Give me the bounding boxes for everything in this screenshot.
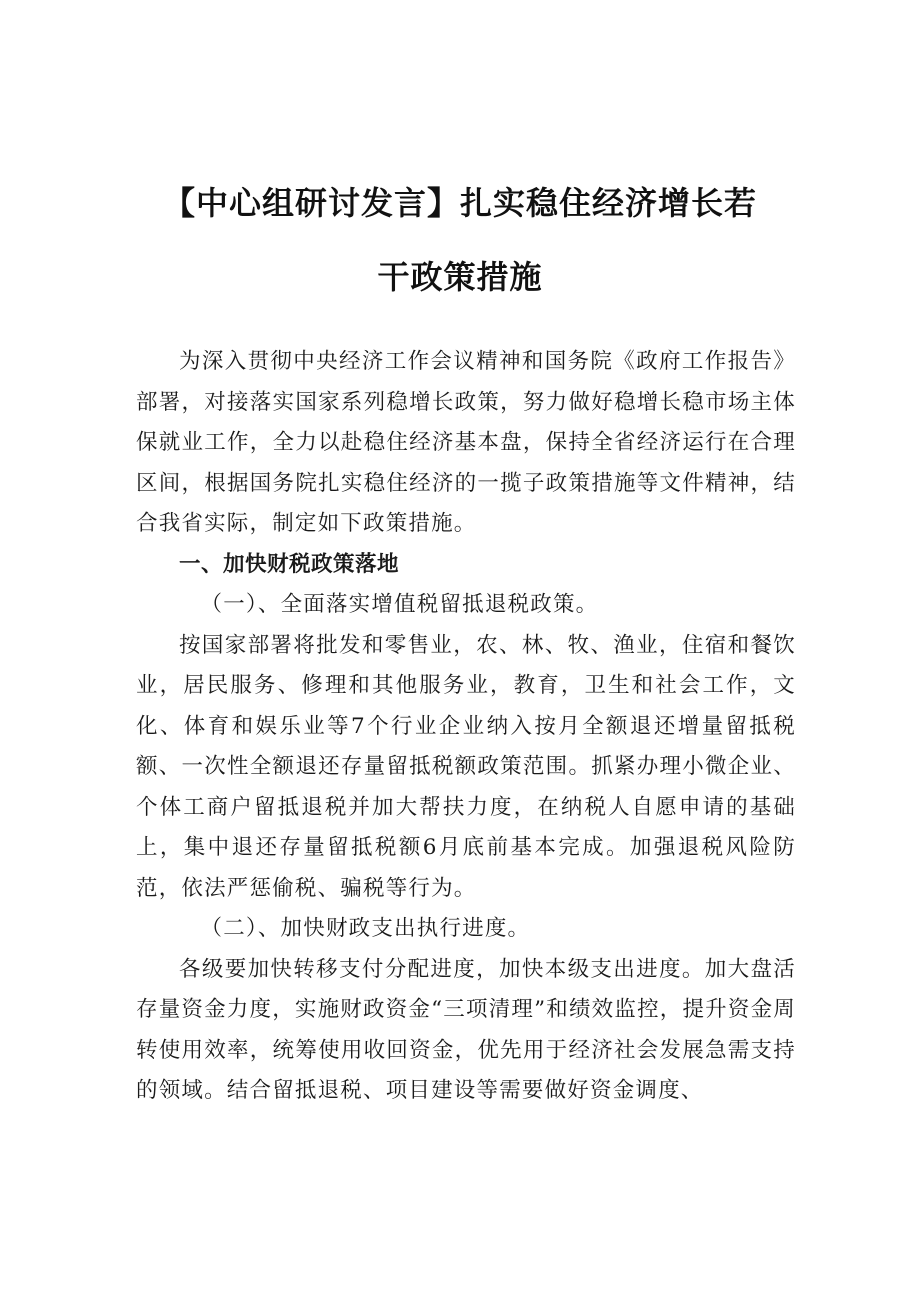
item-body-2: 各级要加快转移支付分配进度，加快本级支出进度。加大盘活存量资金力度，实施财政资金“三项清理”和绩效监控，提升资金周转使用效率，统筹使用收回资金，优先用于经济社会发展急需支持的领域。结合留抵退税、项目建设等需要做好资金调度、 <box>136 956 796 1103</box>
section-heading-1: 一、加快财税政策落地 <box>179 551 400 577</box>
item-heading-1: （一）、全面落实增值税留抵退税政策。 <box>200 592 599 617</box>
intro-paragraph: 为深入贯彻中央经济工作会议精神和国务院《政府工作报告》部署，对接落实国家系列稳增长政策，努力做好稳增长稳市场主体保就业工作，全力以赴稳住经济基本盘，保持全省经济运行在合理区间，根据国务院扎实稳住经济的一揽子政策措施等文件精神，结合我省实际，制定如下政策措施。 <box>136 349 796 536</box>
document-body <box>136 342 796 1112</box>
item-body-1: 按国家部署将批发和零售业，农、林、牧、渔业，住宿和餐饮业，居民服务、修理和其他服务业，教育，卫生和社会工作，文化、体育和娱乐业等7个行业企业纳入按月全额退还增量留抵税额、一次性全额退还存量留抵税额政策范围。抓紧办理小微企业、个体工商户留抵退税并加大帮扶力度，在纳税人自愿申请的基础上，集中退还存量留抵税额6月底前基本完成。加强退税风险防范，依法严惩偷税、骗税等行为。 <box>136 632 796 901</box>
document-title-line-2: 干政策措施 <box>377 258 543 296</box>
item-heading-2: （二）、加快财政支出执行进度。 <box>200 916 531 941</box>
document-title-line-1: 【中心组研讨发言】扎实稳住经济增长若 <box>162 184 757 222</box>
